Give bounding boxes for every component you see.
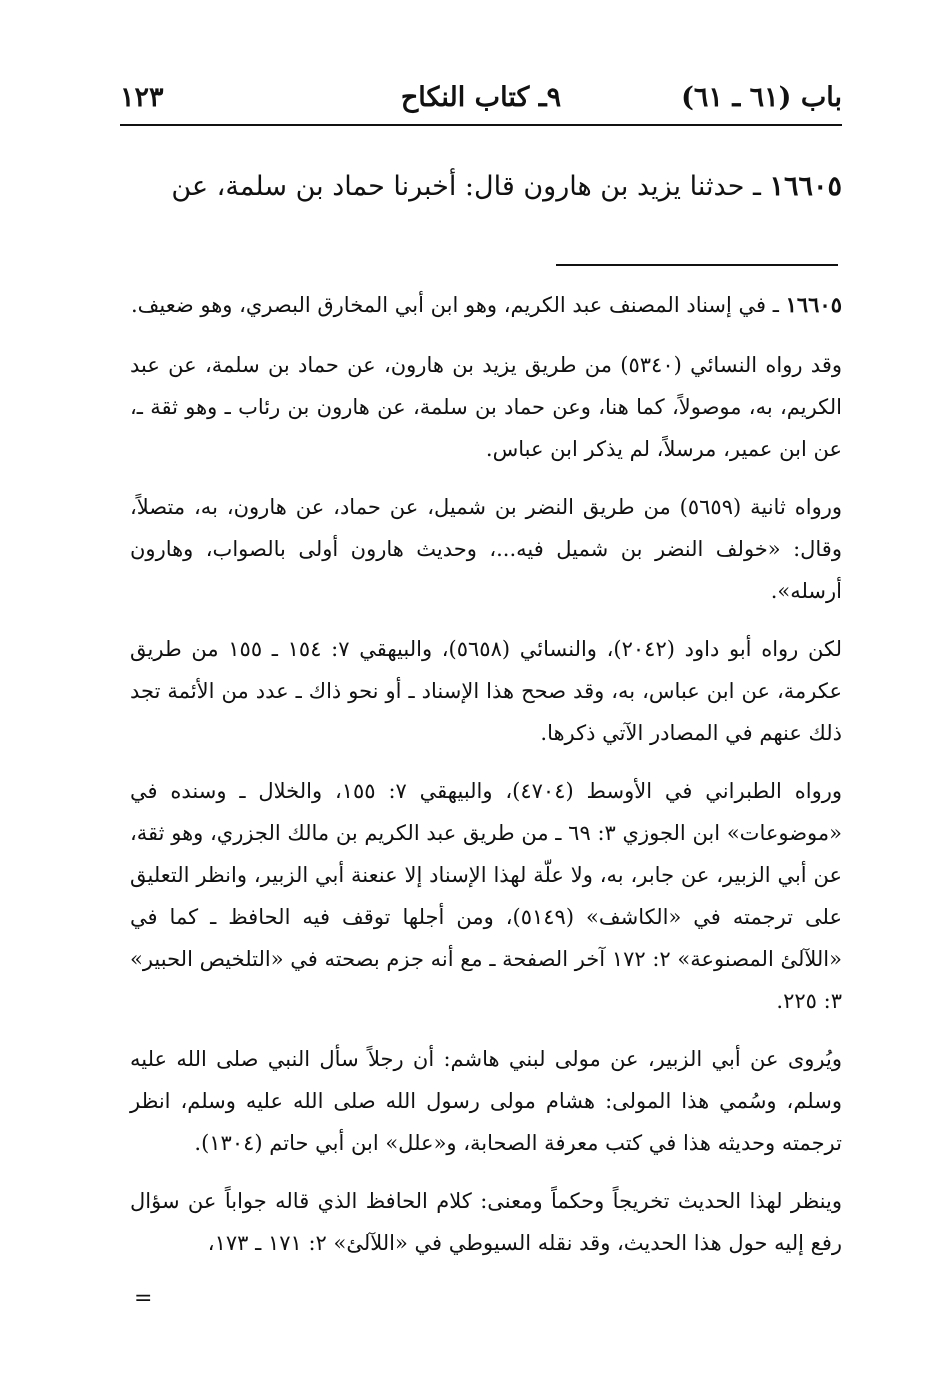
footnote-paragraph: لكن رواه أبو داود (٢٠٤٢)، والنسائي (٥٦٥٨)، والبيهقي ٧: ١٥٤ ـ ١٥٥ من طريق عكرمة، عن ابن عباس، به، وقد صحح هذا الإسناد ـ أو نحو ذاك ـ عدد من الأئمة تجد ذلك عنهم في المصادر الآتي ذكرها.: [130, 637, 842, 745]
chapter-range: باب (٦١ ـ ٦١): [681, 82, 842, 113]
header-rule: [120, 124, 842, 126]
footnotes-section: [130, 284, 842, 1280]
page-header: [120, 78, 842, 124]
hadith-text: ـ حدثنا يزيد بن هارون قال: أخبرنا حماد بن سلمة، عن: [171, 171, 761, 202]
footnote-paragraph: ورواه الطبراني في الأوسط (٤٧٠٤)، والبيهقي ٧: ١٥٥، والخلال ـ وسنده في «موضوعات» ابن الجوزي ٣: ٦٩ ـ من طريق عبد الكريم بن مالك الجزري، وهو ثقة، عن أبي الزبير، عن جابر، به، ولا علّة لهذا الإسناد إلا عنعنة أبي الزبير، وانظر التعليق على ترجمته في «الكاشف» (٥١٤٩)، ومن أجلها توقف فيه الحافظ ـ كما في «اللآلئ المصنوعة» ٢: ١٧٢ آخر الصفحة ـ مع أنه جزم بصحته في «التلخيص الحبير» ٣: ٢٢٥.: [130, 779, 842, 1013]
page-number: ١٢٣: [120, 82, 164, 113]
footnote-paragraph: وينظر لهذا الحديث تخريجاً وحكماً ومعنى: كلام الحافظ الذي قاله جواباً عن سؤال رفع إليه حول هذا الحديث، وقد نقله السيوطي في «اللآلئ» ٢: ١٧١ ـ ١٧٣،: [130, 1189, 842, 1255]
footnote-paragraph: ويُروى عن أبي الزبير، عن مولى لبني هاشم: أن رجلاً سأل النبي صلى الله عليه وسلم، وسُمي هذا المولى: هشام مولى رسول الله صلى الله عليه وسلم، انظر ترجمته وحديثه هذا في كتب معرفة الصحابة، و«علل» ابن أبي حاتم (١٣٠٤).: [130, 1047, 842, 1155]
book-title: ٩ـ كتاب النكاح: [400, 82, 562, 113]
footnote-number: ١٦٦٠٥: [785, 292, 842, 317]
footnote-text: ـ في إسناد المصنف عبد الكريم، وهو ابن أبي المخارق البصري، وهو ضعيف.: [130, 293, 779, 317]
hadith-number: ١٦٦٠٥: [769, 171, 842, 202]
hadith-text-block: [120, 162, 842, 212]
footnote-paragraph: [130, 284, 842, 326]
footnote-paragraph: ورواه ثانية (٥٦٥٩) من طريق النضر بن شميل، عن حماد، عن هارون، به، متصلاً، وقال: «خولف النضر بن شميل فيه...، وحديث هارون أولى بالصواب، وهارون أرسله».: [130, 495, 842, 603]
footnote-paragraph: وقد رواه النسائي (٥٣٤٠) من طريق يزيد بن هارون، عن حماد بن سلمة، عن عبد الكريم، به، موصولاً، كما هنا، وعن حماد بن سلمة، عن هارون بن رئاب ـ وهو ثقة ـ، عن ابن عمير، مرسلاً، لم يذكر ابن عباس.: [130, 353, 843, 461]
continuation-mark: =: [134, 1286, 153, 1311]
footnote-rule: [556, 264, 838, 266]
